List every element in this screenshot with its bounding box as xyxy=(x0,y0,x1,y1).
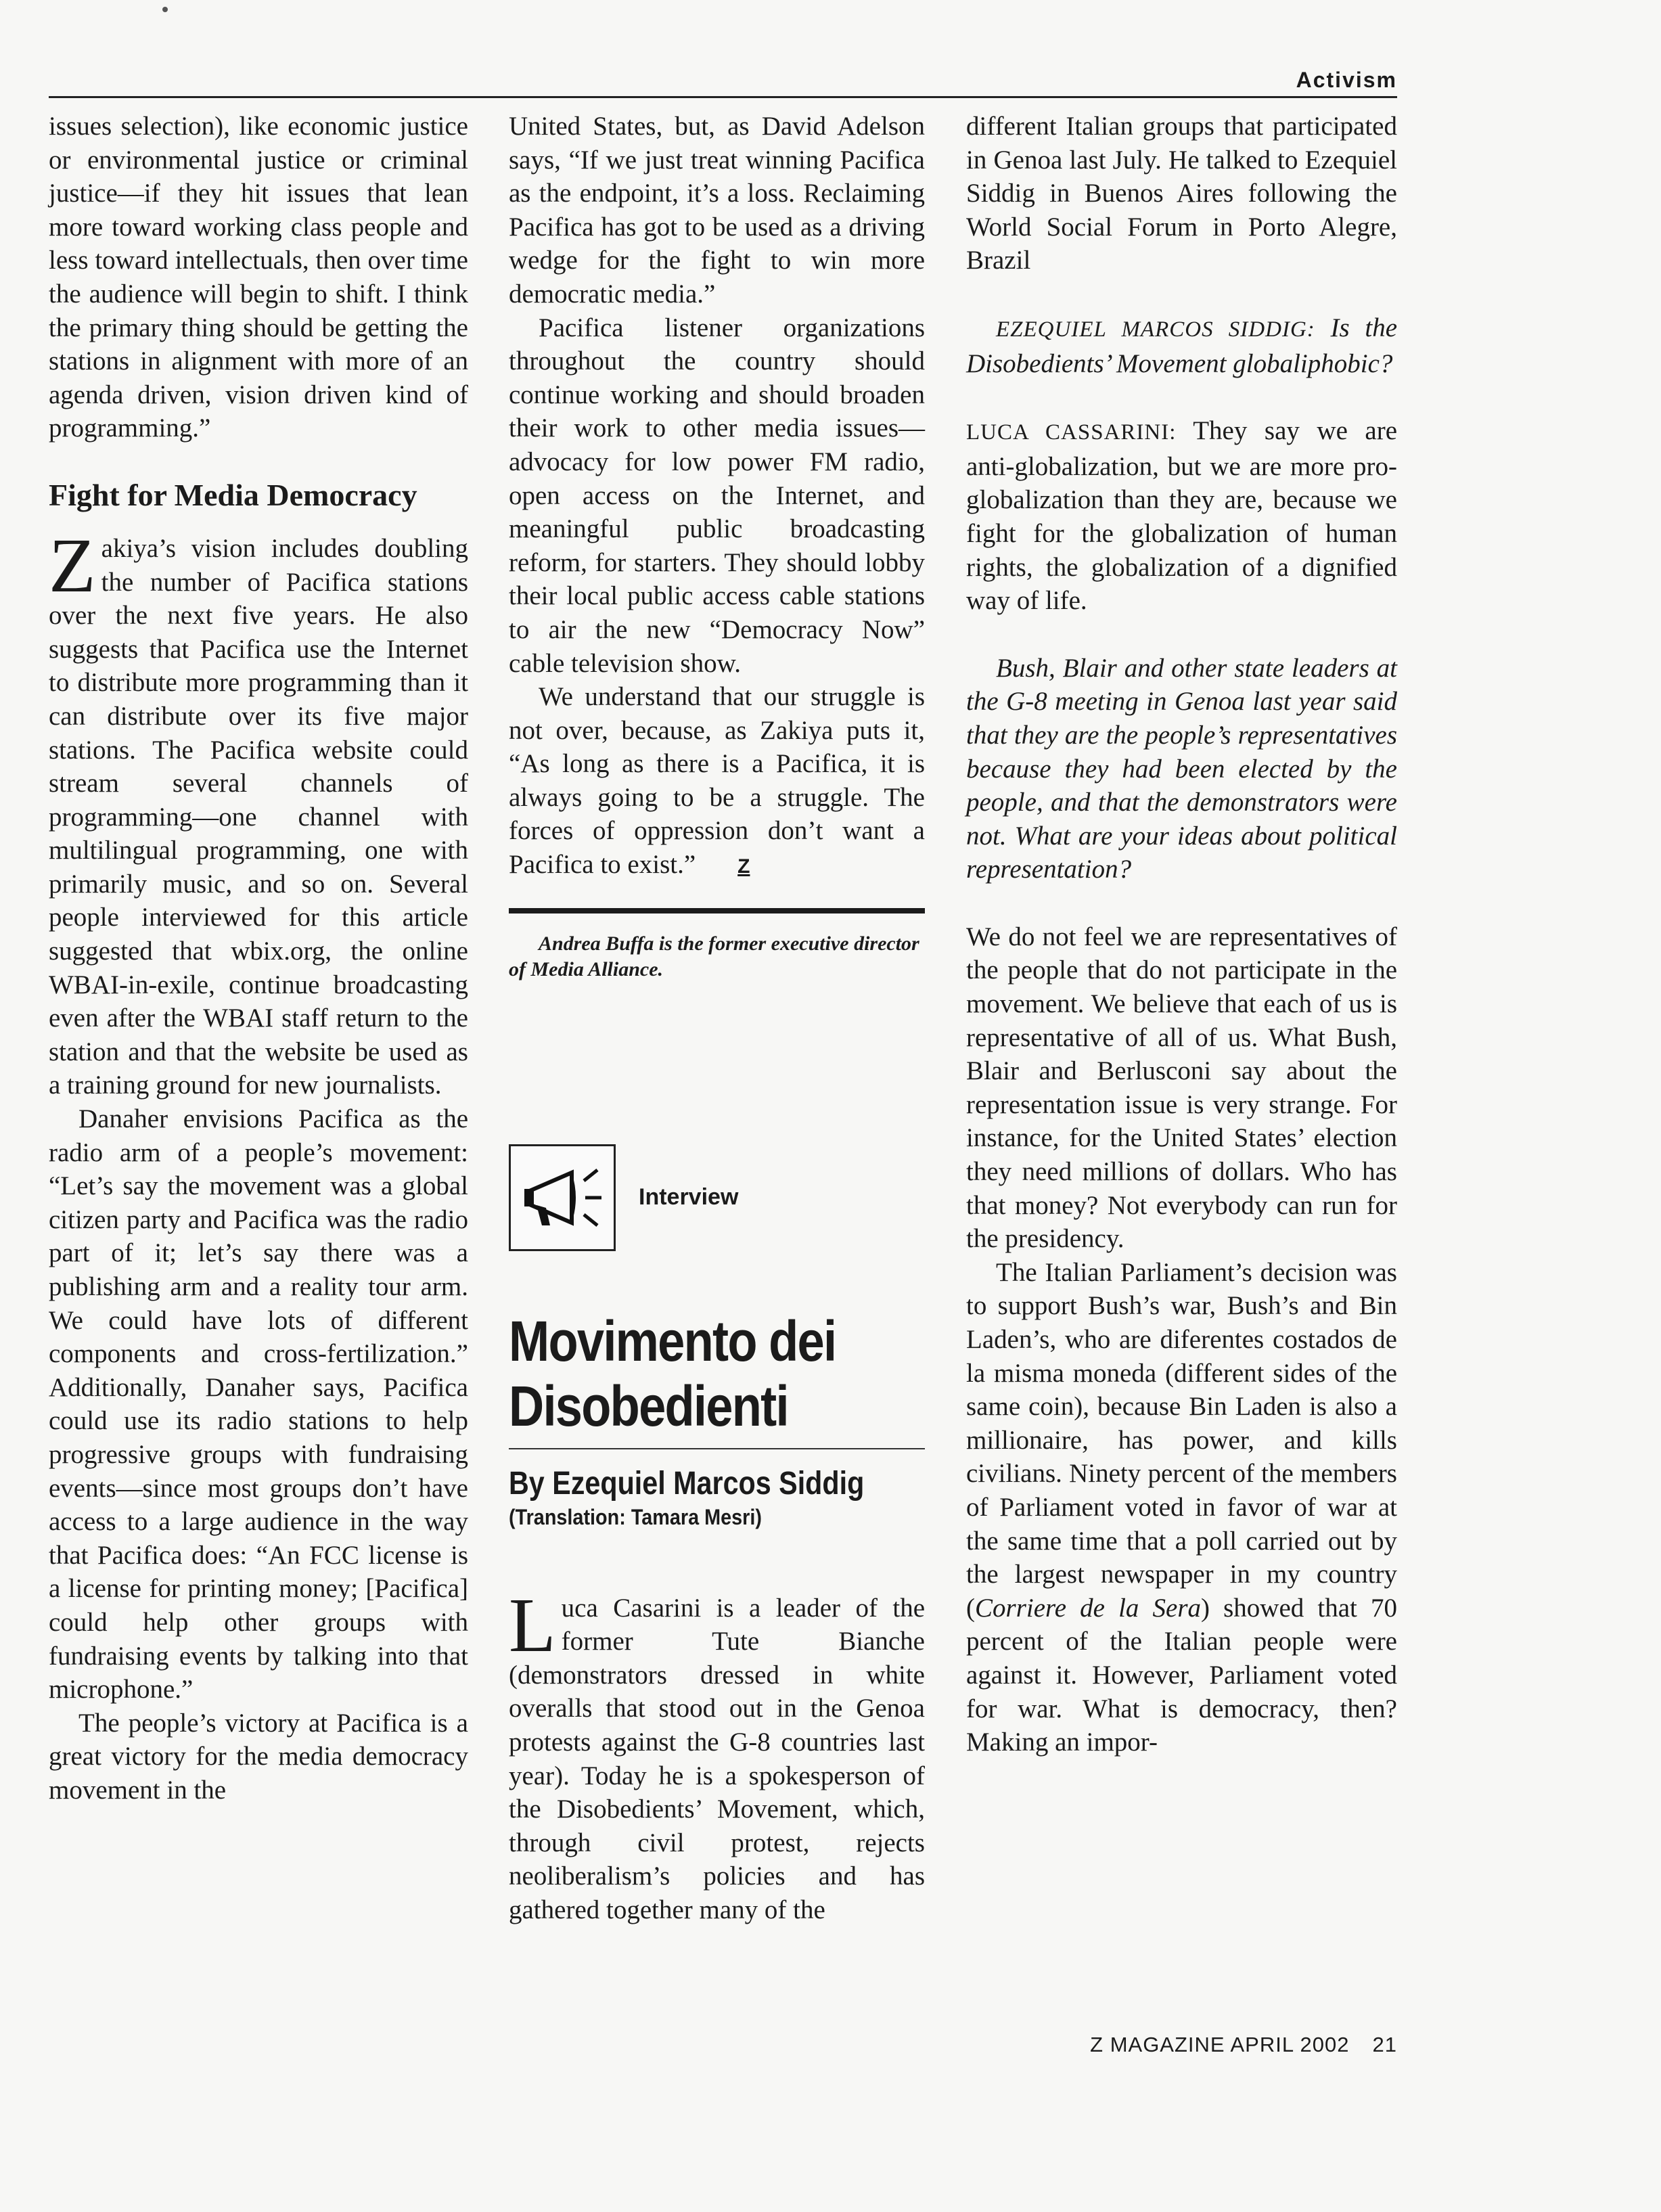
paragraph: United States, but, as David Adelson says, “If we just treat winning Pacifica as the endpoint, it’s a loss. Reclaiming Pacifica has got to be used as a driving wedge for the fight to win more democratic media.” xyxy=(509,112,925,309)
speaker-label: EZEQUIEL MARCOS SIDDIG: xyxy=(996,317,1315,342)
end-mark: Z xyxy=(737,855,750,878)
article-title xyxy=(509,1309,928,1439)
interview-answer xyxy=(966,414,1397,618)
interview-question: Bush, Blair and other state leaders at the G-8 meeting in Genoa last year said that they are the people’s representatives because they had been elected by the people, and that the demonstrators were not. What are your ideas about political representation? xyxy=(966,653,1397,884)
question-text: Is the Disobedients’ Movement globaliphobic? xyxy=(966,313,1398,378)
interview-label: Interview xyxy=(639,1183,739,1210)
translation-credit: (Translation: Tamara Mesri) xyxy=(509,1504,762,1529)
paragraph: issues selection), like economic justice or environmental justice or criminal justice—if they hit issues that lean more toward working class people and less toward intellectuals, then over time the audience will begin to shift. I think the primary thing should be getting the stations in alignment with more of an agenda driven, vision driven kind of programming.” xyxy=(49,112,468,443)
title-line: Disobedienti xyxy=(509,1374,788,1438)
section-header: Activism xyxy=(1296,68,1397,92)
answer-text: They say we are anti-globalization, but we are more pro-globalization than they are, because we fight for the globalization of human rights, the globalization of a dignified way of life. xyxy=(966,416,1398,616)
magazine-issue: Z MAGAZINE APRIL 2002 xyxy=(1090,2033,1350,2056)
paragraph xyxy=(509,1581,925,1927)
speaker-label: LUCA CASSARINI: xyxy=(966,420,1177,445)
paragraph-text: We understand that our struggle is not over, because, as Zakiya puts it, “As long as there is a Pacifica, it is always going to be a struggle. The forces of oppression don’t want a Pacifica to exist.” xyxy=(509,682,925,880)
paragraph: The people’s victory at Pacifica is a great victory for the media democracy movement in the xyxy=(49,1708,468,1805)
scan-speck xyxy=(162,7,168,12)
paragraph xyxy=(966,1256,1397,1759)
header-rule xyxy=(49,96,1397,98)
subhead: Fight for Media Democracy xyxy=(49,477,417,512)
paragraph: Danaher envisions Pacifica as the radio arm of a people’s movement: “Let’s say the movement was a global citizen party and Pacifica was the radio part of it; let’s say there was a publishing arm and a reality tour arm. We could have lots of different components and cross-fertilization.” Additionally, Danaher says, Pacifica could use its radio stations to help progressive groups with fundraising events—since most groups don’t have access to a large audience in the way that Pacifica does: “An FCC license is a license for printing money; [Pacifica] could help other groups with fundraising events by talking into that microphone.” xyxy=(49,1104,468,1705)
drop-cap: Z xyxy=(49,522,96,608)
column-1 xyxy=(49,110,468,1807)
bio-rule xyxy=(509,908,925,913)
paragraph-text: The Italian Parliament’s decision was to support Bush’s war, Bush’s and Bin Laden’s, who are diferentes costados de la misma moneda (different sides of the same coin), because Bin Laden is also a millionaire, has power, and kills civilians. Ninety percent of the members of Parliament voted in favor of war at the same time that a poll carried out by the largest newspaper in my country ( xyxy=(966,1257,1397,1623)
paragraph: different Italian groups that participated in Genoa last July. He talked to Ezequiel Siddig in Buenos Aires following the World Social Forum in Porto Alegre, Brazil xyxy=(966,112,1397,275)
interview-answer: We do not feel we are representatives of the people that do not participate in the movement. We believe that each of us is representative of all of us. What Bush, Blair and Berlusconi say about the representation issue is very strange. For instance, for the United States’ election they need millions of dollars. Who has that money? Not everybody can run for the presidency. xyxy=(966,922,1397,1254)
newspaper-name: Corriere de la Sera xyxy=(975,1593,1202,1623)
column-3 xyxy=(966,110,1397,1759)
megaphone-icon xyxy=(522,1160,603,1235)
paragraph xyxy=(49,522,468,1102)
column-2 xyxy=(509,110,925,1927)
drop-cap: L xyxy=(509,1581,556,1668)
page-footer xyxy=(1090,2033,1397,2057)
interview-question xyxy=(966,311,1397,380)
byline: By Ezequiel Marcos Siddig xyxy=(509,1465,865,1502)
interview-icon-frame xyxy=(509,1144,616,1251)
title-line: Movimento dei xyxy=(509,1309,836,1373)
paragraph: Pacifica listener organizations throughout the country should continue working and should broaden their work to other media issues—advocacy for low power FM radio, open access on the Internet, and meaningful public broadcasting reform, for starters. They should lobby their local public access cable stations to air the new “Democracy Now” cable television show. xyxy=(509,313,925,678)
interview-tag xyxy=(509,1137,925,1259)
paragraph-text: uca Casarini is a leader of the former Tute Bianche (demonstrators dressed in white overalls that stood out in the Genoa protests against the G-8 countries last year). Today he is a spokesperson of the Disobedients’ Movement, which, through civil protest, rejects neoliberalism’s policies and has gathered together many of the xyxy=(509,1593,925,1924)
paragraph-text: ) showed that 70 percent of the Italian people were against it. However, Parliament voted for war. What is democracy, then? Making an impor- xyxy=(966,1593,1397,1757)
paragraph-text: akiya’s vision includes doubling the number of Pacifica stations over the next five years. He also suggests that Pacifica use the Internet to distribute more programming than it can distribute over its five major stations. The Pacifica website could stream several channels of programming—one channel with multilingual programming, one with primarily music, and so on. Several people interviewed for this article suggested that wbix.org, the online WBAI-in-exile, continue broadcasting even after the WBAI staff return to the station and that the website be used as a training ground for new journalists. xyxy=(49,533,468,1100)
page-number: 21 xyxy=(1372,2033,1397,2056)
author-bio: Andrea Buffa is the former executive director of Media Alliance. xyxy=(509,932,919,980)
title-rule xyxy=(509,1448,925,1449)
paragraph xyxy=(509,680,925,884)
